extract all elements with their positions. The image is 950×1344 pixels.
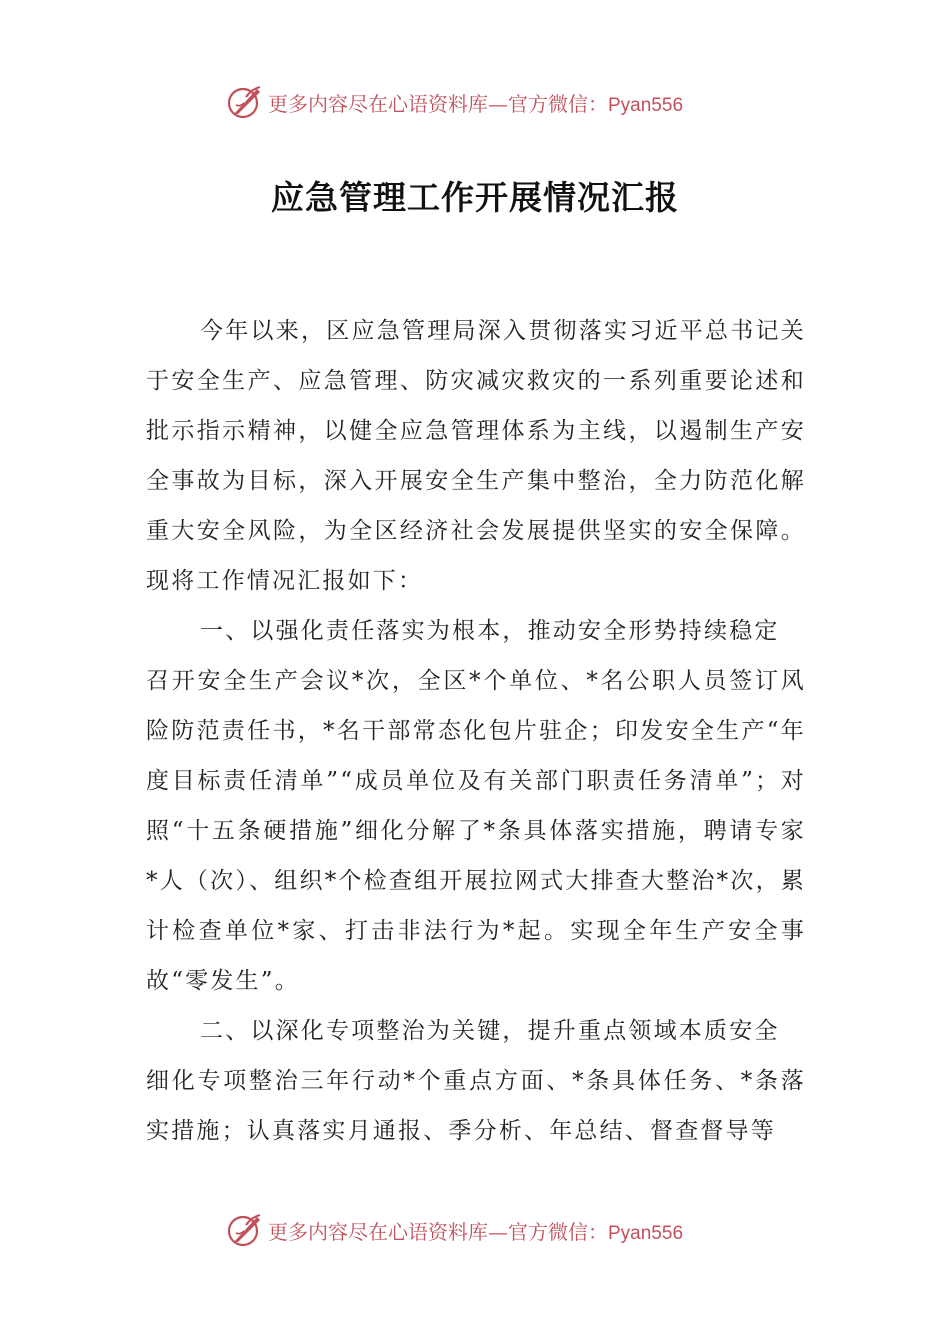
watermark-wechat-id: Pyan556 xyxy=(608,94,684,116)
paragraph-section-1: 召开安全生产会议*次，全区*个单位、*名公职人员签订风险防范责任书，*名干部常态化包片驻企；印发安全生产“年度目标责任清单”“成员单位及有关部门职责任务清单”；对照“十五条硬措施”细化分解了*条具体落实措施，聘请专家*人（次）、组织*个检查组开展拉网式大排查大整治*次，累计检查单位*家、打击非法行为*起。实现全年生产安全事故“零发生”。 xyxy=(146,668,806,994)
section-heading-1: 一、以强化责任落实为根本，推动安全形势持续稳定 xyxy=(200,618,780,644)
watermark-text-cn: 更多内容尽在心语资料库—官方微信： xyxy=(268,91,608,116)
watermark-text xyxy=(268,1216,683,1245)
paragraph-section-2: 细化专项整治三年行动*个重点方面、*条具体任务、*条落实措施；认真落实月通报、季分析、年总结、督查督导等 xyxy=(146,1068,806,1144)
quill-logo-icon xyxy=(226,83,264,121)
watermark-wechat-id: Pyan556 xyxy=(608,1222,684,1244)
watermark-text-cn: 更多内容尽在心语资料库—官方微信： xyxy=(268,1219,608,1244)
header-watermark-banner xyxy=(226,82,746,122)
quill-logo-icon xyxy=(226,1211,264,1249)
document-title: 应急管理工作开展情况汇报 xyxy=(271,178,679,217)
document-body xyxy=(146,306,806,1156)
watermark-text xyxy=(268,88,683,117)
paragraph-intro: 今年以来，区应急管理局深入贯彻落实习近平总书记关于安全生产、应急管理、防灾减灾救灾的一系列重要论述和批示指示精神，以健全应急管理体系为主线，以遏制生产安全事故为目标，深入开展安全生产集中整治，全力防范化解重大安全风险，为全区经济社会发展提供坚实的安全保障。现将工作情况汇报如下： xyxy=(146,318,806,594)
section-heading-2: 二、以深化专项整治为关键，提升重点领域本质安全 xyxy=(200,1018,780,1044)
footer-watermark-banner xyxy=(226,1210,746,1250)
